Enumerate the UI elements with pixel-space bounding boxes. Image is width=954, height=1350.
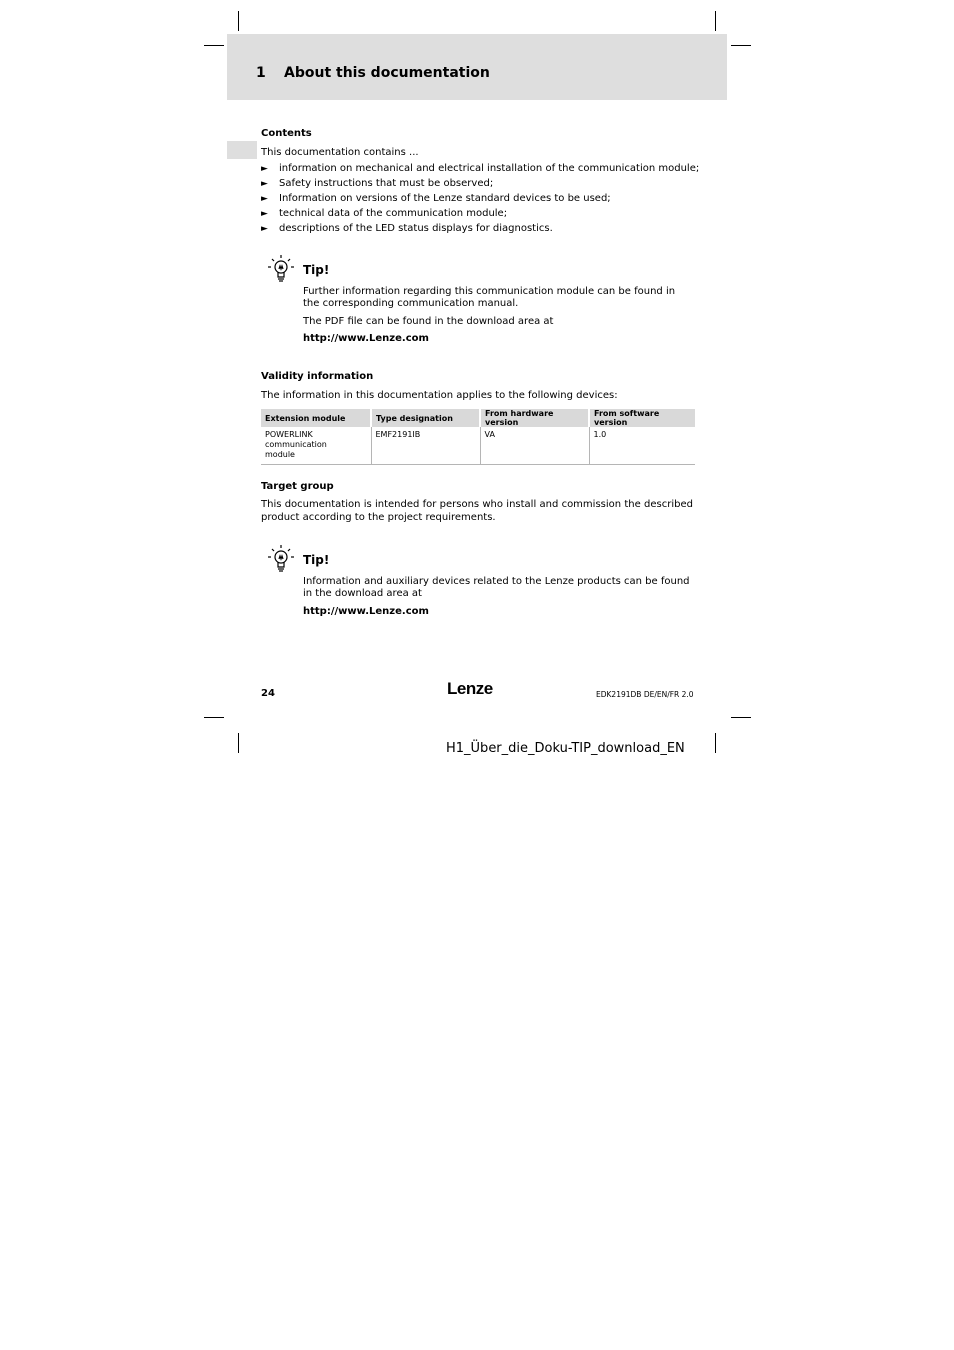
crop-mark xyxy=(715,11,716,31)
crop-mark xyxy=(204,717,224,718)
column-header: From software version xyxy=(589,409,695,427)
crop-mark xyxy=(238,11,239,31)
target-group-text-line: This documentation is intended for persons who install and commission the described xyxy=(261,499,693,510)
table-cell: VA xyxy=(480,427,589,465)
page-number: 24 xyxy=(261,688,275,699)
lenze-website-link[interactable]: http://www.Lenze.com xyxy=(303,333,429,344)
bullet-arrow-icon: ► xyxy=(261,194,268,204)
crop-mark xyxy=(715,733,716,753)
table-cell: POWERLINK communication module xyxy=(261,427,371,465)
tip-title: Tip! xyxy=(303,553,330,567)
column-header: Extension module xyxy=(261,409,371,427)
tip-text-line: in the download area at xyxy=(303,588,422,599)
bullet-arrow-icon: ► xyxy=(261,179,268,189)
crop-mark xyxy=(238,733,239,753)
crop-mark xyxy=(731,45,751,46)
tip-text-line: the corresponding communication manual. xyxy=(303,298,519,309)
bullet-arrow-icon: ► xyxy=(261,164,268,174)
contents-heading: Contents xyxy=(261,128,312,139)
table-cell: EMF2191IB xyxy=(371,427,480,465)
list-item: ► Safety instructions that must be observed; xyxy=(261,176,699,191)
target-group-heading: Target group xyxy=(261,481,334,492)
bullet-arrow-icon: ► xyxy=(261,224,268,234)
validity-intro: The information in this documentation applies to the following devices: xyxy=(261,390,618,401)
crop-mark xyxy=(204,45,224,46)
chapter-title: About this documentation xyxy=(284,65,490,81)
lightbulb-tip-icon xyxy=(266,542,296,574)
table-row xyxy=(261,427,695,465)
contents-list xyxy=(261,161,699,236)
chapter-number: 1 xyxy=(256,65,266,81)
validity-heading: Validity information xyxy=(261,371,374,382)
column-header: From hardware version xyxy=(480,409,589,427)
lightbulb-tip-icon xyxy=(266,252,296,284)
tip-title: Tip! xyxy=(303,263,330,277)
lenze-logo: Lenze xyxy=(447,679,493,698)
tip-text-line: The PDF file can be found in the download area at xyxy=(303,316,554,327)
list-item: ► information on mechanical and electrical installation of the communication module; xyxy=(261,161,699,176)
side-tab-marker xyxy=(227,141,257,159)
crop-mark xyxy=(731,717,751,718)
target-group-text-line: product according to the project requirements. xyxy=(261,512,496,523)
list-item: ► descriptions of the LED status displays for diagnostics. xyxy=(261,221,699,236)
source-filename: H1_Über_die_Doku-TIP_download_EN xyxy=(446,741,685,756)
bullet-arrow-icon: ► xyxy=(261,209,268,219)
table-header-row xyxy=(261,409,695,427)
list-item: ► technical data of the communication module; xyxy=(261,206,699,221)
lenze-website-link[interactable]: http://www.Lenze.com xyxy=(303,606,429,617)
column-header: Type designation xyxy=(371,409,480,427)
contents-intro: This documentation contains ... xyxy=(261,147,419,158)
tip-text-line: Further information regarding this communication module can be found in xyxy=(303,286,676,297)
document-code: EDK2191DB DE/EN/FR 2.0 xyxy=(596,690,694,699)
tip-text-line: Information and auxiliary devices related to the Lenze products can be found xyxy=(303,576,690,587)
table-cell: 1.0 xyxy=(589,427,695,465)
validity-table xyxy=(261,409,695,465)
list-item: ► Information on versions of the Lenze standard devices to be used; xyxy=(261,191,699,206)
